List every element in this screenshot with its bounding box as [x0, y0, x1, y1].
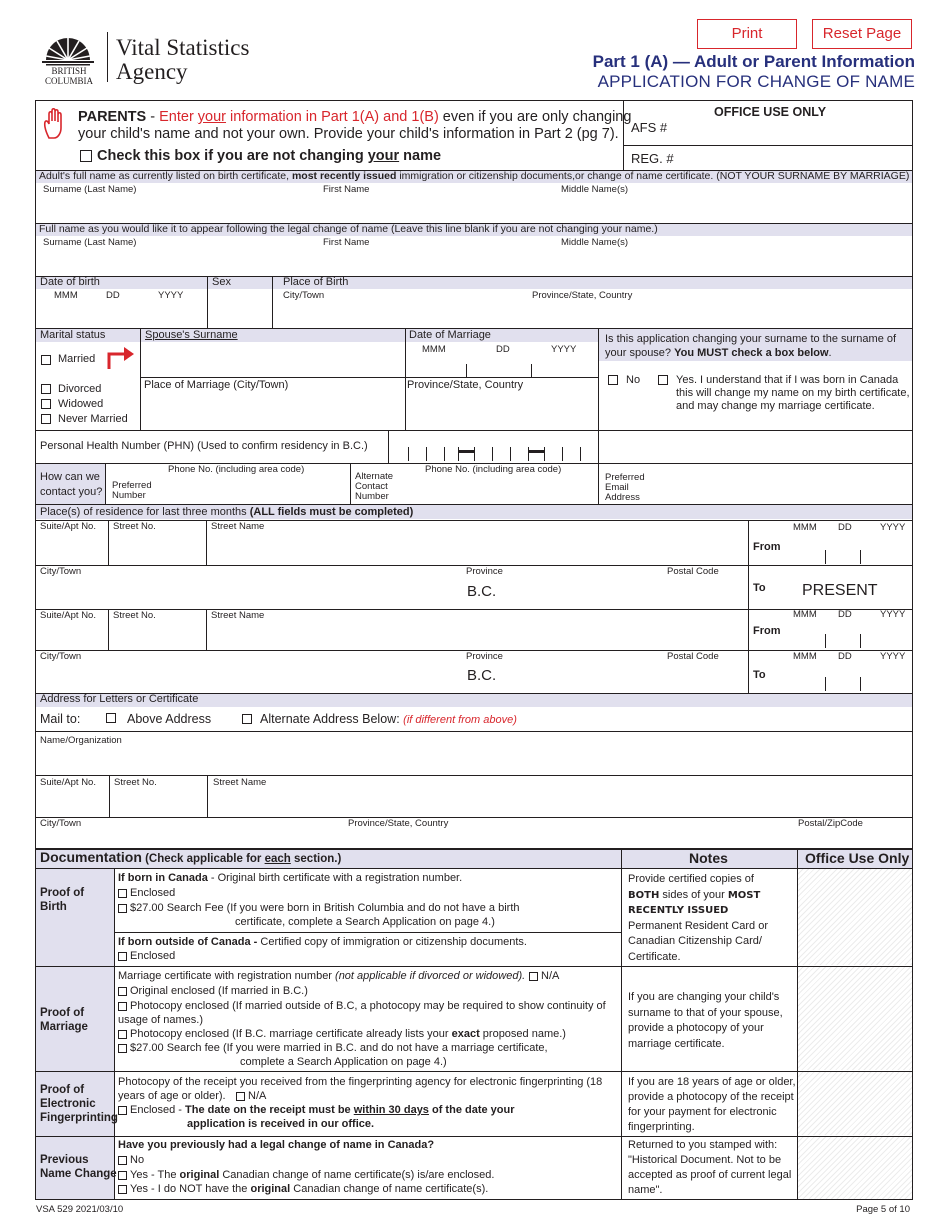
- alternate-phone-input[interactable]: [400, 478, 594, 500]
- office-use-title: OFFICE USE ONLY: [714, 105, 827, 119]
- married-label: Married: [58, 353, 96, 365]
- phn-input[interactable]: [390, 434, 598, 462]
- dob-input[interactable]: [40, 302, 204, 324]
- marriage-line4-bold: exact: [451, 1028, 480, 1040]
- documentation-sub-post: section.): [290, 853, 342, 865]
- email-input[interactable]: [645, 470, 907, 500]
- res2-street-no-input[interactable]: [112, 622, 202, 648]
- current-name-instruction-post: immigration or citizenship documents,or change of name certificate. (NOT YOUR SURNAME BY MARRIAGE): [396, 170, 910, 182]
- widowed-label: Widowed: [58, 398, 104, 410]
- res2-postal-label: Postal Code: [667, 651, 719, 662]
- res1-street-name-input[interactable]: [210, 534, 744, 562]
- surname-change-no-label: No: [626, 374, 641, 386]
- birth-city-label: City/Town: [283, 290, 325, 301]
- mail-name-org-input[interactable]: [40, 748, 908, 774]
- marriage-yyyy: YYYY: [551, 344, 577, 355]
- mail-street-name-label: Street Name: [213, 777, 267, 788]
- fingerprint-label-3: Fingerprinting: [40, 1112, 118, 1124]
- birth-outside-rest: Certified copy of immigration or citizenship documents.: [257, 936, 527, 948]
- marriage-line4-post: proposed name.): [479, 1028, 566, 1040]
- email-line1: Preferred: [605, 472, 645, 483]
- mail-above-address-label: Above Address: [127, 712, 212, 726]
- marriage-line4-pre: Photocopy enclosed (If B.C. marriage certificate already lists your: [130, 1028, 452, 1040]
- birth-note-4: Permanent Resident Card or: [628, 919, 769, 932]
- date-of-marriage-input[interactable]: [409, 358, 595, 376]
- marriage-line2: Original enclosed (If married in B.C.): [130, 985, 308, 997]
- marriage-search-fee-checkbox[interactable]: [118, 1044, 127, 1053]
- res1-city-input[interactable]: [40, 579, 460, 605]
- surname-change-yes-line1: Yes. I understand that if I was born in Canada: [676, 374, 899, 386]
- marriage-note-2: surname to that of your spouse,: [628, 1006, 783, 1019]
- res1-street-no-label: Street No.: [113, 521, 156, 532]
- res2-street-name-label: Street Name: [211, 610, 265, 621]
- previous-yes2-post: Canadian change of name certificate(s).: [290, 1183, 489, 1195]
- dob-dd: DD: [106, 290, 120, 301]
- res2-to-date-input[interactable]: [790, 664, 908, 690]
- previous-yes2-bold: original: [250, 1183, 291, 1195]
- res2-province-label: Province: [466, 651, 503, 662]
- proof-of-marriage-label-1: Proof of: [40, 1007, 85, 1019]
- res2-to-label: To: [753, 669, 766, 681]
- mail-name-org-label: Name/Organization: [40, 735, 122, 746]
- marriage-line3: Photocopy enclosed (If married outside of B.C, a photocopy may be required to show continuity of: [130, 1000, 606, 1012]
- parents-title: PARENTS: [78, 109, 147, 125]
- alt-contact-line3: Number: [355, 491, 389, 502]
- alt-contact-line2: Contact: [355, 481, 388, 492]
- fingerprint-line2: years of age or older).: [118, 1090, 226, 1102]
- mail-suite-label: Suite/Apt No.: [40, 777, 96, 788]
- surname-change-yes-line2: this will change my name on my birth certificate,: [676, 387, 910, 399]
- fingerprint-line1: Photocopy of the receipt you received from the fingerprinting agency for electronic fingerprinting (18: [118, 1076, 603, 1088]
- previous-yes1-bold: original: [179, 1169, 220, 1181]
- surname-change-no-checkbox[interactable]: [608, 375, 618, 385]
- agency-name-line1: Vital Statistics: [116, 35, 250, 60]
- fingerprint-na-checkbox[interactable]: [236, 1092, 245, 1101]
- documentation-sub-pre: (Check applicable for: [141, 853, 265, 865]
- form-number: VSA 529 2021/03/10: [36, 1204, 124, 1215]
- fingerprint-line4: application is received in our office.: [187, 1118, 375, 1130]
- surname-change-yes-checkbox[interactable]: [658, 375, 668, 385]
- sex-input[interactable]: [210, 290, 268, 324]
- mail-street-name-input[interactable]: [212, 790, 908, 815]
- fingerprint-note-3: for your payment for electronic: [628, 1106, 777, 1118]
- surname-change-question-2-post: .: [828, 347, 832, 359]
- birth-note-6: Certificate.: [628, 950, 681, 963]
- proof-of-birth-label-2: Birth: [40, 901, 67, 913]
- previous-yes1-post: Canadian change of name certificate(s) is/are enclosed.: [219, 1169, 495, 1181]
- reg-number-label: REG. #: [631, 151, 674, 166]
- parents-dash: -: [146, 109, 160, 125]
- marriage-prov-state-input[interactable]: [409, 394, 595, 426]
- marital-status-label: Marital status: [40, 329, 106, 341]
- previous-note-3: accepted as proof of current legal: [628, 1169, 792, 1181]
- current-name-instruction-bold: most recently issued: [291, 170, 397, 182]
- birth-search-fee-line2: certificate, complete a Search Application on page 4.): [235, 916, 495, 928]
- previous-yes1-pre: Yes - The: [130, 1169, 180, 1181]
- res2-to-mmm: MMM: [793, 651, 817, 662]
- birth-search-fee-line1: $27.00 Search Fee (If you were born in British Columbia and do not have a birth: [130, 902, 520, 914]
- birth-note-3: RECENTLY ISSUED: [628, 905, 729, 916]
- divorced-checkbox[interactable]: [41, 384, 51, 394]
- res2-from-label: From: [753, 625, 781, 637]
- res1-postal-label: Postal Code: [667, 566, 719, 577]
- res1-from-label: From: [753, 541, 781, 553]
- marriage-photocopy-bc-checkbox[interactable]: [118, 1030, 127, 1039]
- never-married-checkbox[interactable]: [41, 414, 51, 424]
- res1-province-value: B.C.: [467, 583, 497, 600]
- marriage-note-1: If you are changing your child's: [628, 991, 780, 1003]
- parents-line2: your child's name and not your own. Provide your child's information in Part 2 (pg 7).: [78, 126, 619, 142]
- preferred-number-line1: Preferred: [112, 480, 152, 491]
- reset-page-button[interactable]: Reset Page: [812, 19, 912, 49]
- birth-canada-rest: - Original birth certificate with a registration number.: [207, 872, 463, 884]
- arrow-right-icon: [106, 344, 136, 370]
- marriage-line3b: usage of names.): [118, 1014, 203, 1026]
- residence-instruction-bold: (ALL fields must be completed): [249, 506, 414, 518]
- birth-note-2: sides of your: [662, 888, 725, 901]
- birth-note-most: MOST: [727, 889, 761, 901]
- place-of-birth-input[interactable]: [276, 302, 908, 324]
- widowed-checkbox[interactable]: [41, 399, 51, 409]
- birth-note-5: Canadian Citizenship Card/: [628, 935, 762, 947]
- spouse-surname-label: Spouse's Surname: [145, 329, 238, 341]
- married-checkbox[interactable]: [41, 355, 51, 365]
- fingerprint-line3-bold2: of the date your: [428, 1104, 515, 1116]
- res1-city-label: City/Town: [40, 566, 82, 577]
- agency-name-line2: Agency: [116, 59, 188, 84]
- parents-text1: Enter: [159, 109, 198, 125]
- fingerprint-line3-bold1: The date on the receipt must be: [185, 1104, 354, 1116]
- mail-suite-input[interactable]: [40, 790, 105, 815]
- documentation-title: Documentation: [40, 849, 142, 865]
- res1-suite-label: Suite/Apt No.: [40, 521, 96, 532]
- surname-change-question-1: Is this application changing your surname to the surname of: [605, 333, 897, 345]
- new-name-instruction: Full name as you would like it to appear following the legal change of name (Leave this line blank if you are not changing your name.): [39, 223, 658, 235]
- fingerprint-line3-underline: within 30 days: [353, 1104, 429, 1116]
- place-of-marriage-label: Place of Marriage (City/Town): [144, 379, 289, 391]
- form-title: APPLICATION FOR CHANGE OF NAME: [597, 72, 915, 91]
- marriage-line5b: complete a Search Application on page 4.): [240, 1056, 447, 1068]
- office-use-previous: [798, 1137, 912, 1199]
- marriage-original-checkbox[interactable]: [118, 987, 127, 996]
- documentation-sub-each: each: [264, 853, 291, 865]
- previous-yes-original-checkbox[interactable]: [118, 1171, 127, 1180]
- alt-contact-line1: Alternate: [355, 471, 394, 482]
- res2-to-yyyy: YYYY: [880, 651, 906, 662]
- res1-yyyy: YYYY: [880, 522, 906, 533]
- res2-city-input[interactable]: [40, 664, 460, 690]
- marriage-dd: DD: [496, 344, 510, 355]
- res1-street-name-label: Street Name: [211, 521, 265, 532]
- current-surname-label: Surname (Last Name): [43, 184, 137, 195]
- mailing-band-label: Address for Letters or Certificate: [40, 693, 199, 705]
- mail-above-address-checkbox[interactable]: [106, 713, 116, 723]
- res2-city-label: City/Town: [40, 651, 82, 662]
- birth-enclosed-label: Enclosed: [130, 887, 176, 899]
- print-button[interactable]: Print: [697, 19, 797, 49]
- new-surname-label: Surname (Last Name): [43, 237, 137, 248]
- res1-suite-input[interactable]: [40, 534, 104, 562]
- fingerprint-label-2: Electronic: [40, 1098, 96, 1110]
- marriage-na-checkbox[interactable]: [529, 972, 538, 981]
- residence-instruction: Place(s) of residence for last three months: [40, 506, 250, 518]
- office-use-marriage: [798, 967, 912, 1070]
- previous-note-4: name".: [628, 1184, 663, 1196]
- fingerprint-na-label: N/A: [248, 1090, 267, 1102]
- res1-postal-input[interactable]: [666, 579, 744, 605]
- res1-street-no-input[interactable]: [112, 534, 202, 562]
- email-line2: Email: [605, 482, 629, 493]
- res1-mmm: MMM: [793, 522, 817, 533]
- previous-label-2: Name Change: [40, 1168, 117, 1180]
- bc-logo: [38, 30, 100, 86]
- res2-dd: DD: [838, 609, 852, 620]
- birth-note-1: Provide certified copies of: [628, 873, 754, 885]
- mail-postal-label: Postal/ZipCode: [798, 818, 863, 829]
- previous-label-1: Previous: [40, 1154, 89, 1166]
- office-use-column-heading: Office Use Only: [805, 850, 910, 866]
- phone1-heading: Phone No. (including area code): [168, 464, 305, 475]
- birth-outside-enclosed-label: Enclosed: [130, 950, 176, 962]
- new-first-label: First Name: [323, 237, 370, 248]
- res2-yyyy: YYYY: [880, 609, 906, 620]
- divorced-label: Divorced: [58, 383, 102, 395]
- not-changing-name-checkbox[interactable]: [80, 150, 92, 162]
- res1-province-label: Province: [466, 566, 503, 577]
- current-middle-label: Middle Name(s): [561, 184, 629, 195]
- birth-outside-bold: If born outside of Canada -: [118, 936, 258, 948]
- bc-name-line2: COLUMBIA: [44, 76, 93, 86]
- res2-mmm: MMM: [793, 609, 817, 620]
- place-of-birth-label: Place of Birth: [283, 276, 349, 288]
- fingerprint-note-1: If you are 18 years of age or older,: [628, 1076, 796, 1088]
- afs-number-label: AFS #: [631, 120, 668, 135]
- dob-mmm: MMM: [54, 290, 78, 301]
- fingerprint-note-4: fingerprinting.: [628, 1121, 695, 1133]
- mail-if-different-label: (if different from above): [403, 714, 517, 726]
- contact-label-line2: contact you?: [40, 486, 103, 498]
- res2-suite-input[interactable]: [40, 622, 104, 648]
- previous-question: Have you previously had a legal change of name in Canada?: [118, 1139, 435, 1151]
- marriage-line1-italic: (not applicable if divorced or widowed).: [335, 970, 526, 982]
- check-text-your: your: [367, 148, 400, 164]
- res2-to-dd: DD: [838, 651, 852, 662]
- birth-enclosed-checkbox[interactable]: [118, 889, 127, 898]
- proof-of-birth-label-1: Proof of: [40, 887, 85, 899]
- res2-postal-input[interactable]: [666, 664, 744, 690]
- phn-label: Personal Health Number (PHN) (Used to confirm residency in B.C.): [40, 440, 368, 452]
- office-use-birth: [798, 869, 912, 965]
- preferred-phone-input[interactable]: [160, 478, 346, 500]
- birth-note-both: BOTH: [628, 889, 660, 901]
- previous-no-label: No: [130, 1154, 145, 1166]
- previous-note-2: "Historical Document. Not to be: [628, 1154, 782, 1166]
- parents-text2: information in Part 1(A) and 1(B): [226, 109, 439, 125]
- mail-to-label: Mail to:: [40, 712, 81, 726]
- hand-icon: [41, 108, 71, 143]
- res2-street-name-input[interactable]: [210, 622, 744, 648]
- marriage-line5: $27.00 Search fee (If you were married in B.C. and do not have a marriage certificate,: [130, 1042, 548, 1054]
- spouse-surname-input[interactable]: [144, 344, 402, 374]
- birth-prov-label: Province/State, Country: [532, 290, 633, 301]
- mail-postal-input[interactable]: [796, 830, 908, 846]
- notes-column-heading: Notes: [689, 850, 728, 866]
- check-text-post: name: [399, 148, 442, 164]
- never-married-label: Never Married: [58, 413, 128, 425]
- marriage-line1-pre: Marriage certificate with registration number: [118, 970, 336, 982]
- bc-name-line1: BRITISH: [51, 66, 87, 76]
- res2-street-no-label: Street No.: [113, 610, 156, 621]
- marriage-photocopy-outside-checkbox[interactable]: [118, 1002, 127, 1011]
- previous-yes2-pre: Yes - I do NOT have the: [130, 1183, 251, 1195]
- surname-change-question-2-bold: You MUST check a box below: [674, 347, 829, 359]
- mail-prov-input[interactable]: [346, 830, 786, 846]
- previous-no-checkbox[interactable]: [118, 1156, 127, 1165]
- email-line3: Address: [605, 492, 640, 503]
- res2-province-value: B.C.: [467, 667, 497, 684]
- current-name-instruction-pre: Adult's full name as currently listed on birth certificate,: [39, 170, 292, 182]
- marriage-note-4: marriage certificate.: [628, 1037, 725, 1050]
- mail-prov-label: Province/State, Country: [348, 818, 449, 829]
- mail-alternate-address-checkbox[interactable]: [242, 714, 252, 724]
- new-middle-label: Middle Name(s): [561, 237, 629, 248]
- sex-label: Sex: [212, 276, 231, 288]
- previous-yes-no-original-checkbox[interactable]: [118, 1185, 127, 1194]
- place-of-marriage-input[interactable]: [144, 394, 402, 426]
- parents-text3: even if you are only changing: [438, 109, 632, 125]
- dob-yyyy: YYYY: [158, 290, 184, 301]
- res1-dd: DD: [838, 522, 852, 533]
- fingerprint-line3-pre: Enclosed -: [130, 1104, 186, 1116]
- fingerprint-label-1: Proof of: [40, 1084, 85, 1096]
- previous-note-1: Returned to you stamped with:: [628, 1139, 778, 1151]
- contact-label-line1: How can we: [40, 471, 100, 483]
- mail-city-label: City/Town: [40, 818, 82, 829]
- res1-to-present: PRESENT: [802, 582, 878, 599]
- phone2-heading: Phone No. (including area code): [425, 464, 562, 475]
- parents-your: your: [197, 109, 227, 125]
- current-first-label: First Name: [323, 184, 370, 195]
- part-title: Part 1 (A) — Adult or Parent Information: [592, 52, 915, 71]
- birth-search-fee-checkbox[interactable]: [118, 904, 127, 913]
- date-of-marriage-label: Date of Marriage: [409, 329, 491, 341]
- office-use-fingerprinting: [798, 1072, 912, 1135]
- page-number: Page 5 of 10: [856, 1204, 910, 1215]
- res2-suite-label: Suite/Apt No.: [40, 610, 96, 621]
- current-name-input-row[interactable]: [40, 196, 908, 222]
- birth-canada-bold: If born in Canada: [118, 872, 208, 884]
- dob-label: Date of birth: [40, 276, 100, 288]
- marriage-mmm: MMM: [422, 344, 446, 355]
- res2-from-date-input[interactable]: [790, 622, 908, 648]
- fingerprint-note-2: provide a photocopy of the receipt: [628, 1091, 794, 1103]
- marriage-na-label: N/A: [541, 970, 560, 982]
- bc-sun-icon: [38, 30, 98, 66]
- preferred-number-line2: Number: [112, 490, 146, 501]
- mail-city-input[interactable]: [40, 830, 340, 846]
- surname-change-question-2-pre: your spouse?: [605, 347, 675, 359]
- res1-to-label: To: [753, 582, 766, 594]
- surname-change-yes-line3: and may change my marriage certificate.: [676, 400, 875, 412]
- mail-street-no-label: Street No.: [114, 777, 157, 788]
- marriage-note-3: provide a photocopy of your: [628, 1022, 764, 1034]
- fingerprint-enclosed-checkbox[interactable]: [118, 1106, 127, 1115]
- new-name-input-row[interactable]: [40, 249, 908, 275]
- mail-street-no-input[interactable]: [113, 790, 203, 815]
- proof-of-marriage-label-2: Marriage: [40, 1021, 88, 1033]
- birth-outside-enclosed-checkbox[interactable]: [118, 952, 127, 961]
- check-text-pre: Check this box if you are not changing: [97, 148, 368, 164]
- marriage-prov-state-label: Province/State, Country: [407, 379, 524, 391]
- res1-from-date-input[interactable]: [790, 536, 908, 562]
- mail-alternate-address-label: Alternate Address Below:: [260, 712, 400, 726]
